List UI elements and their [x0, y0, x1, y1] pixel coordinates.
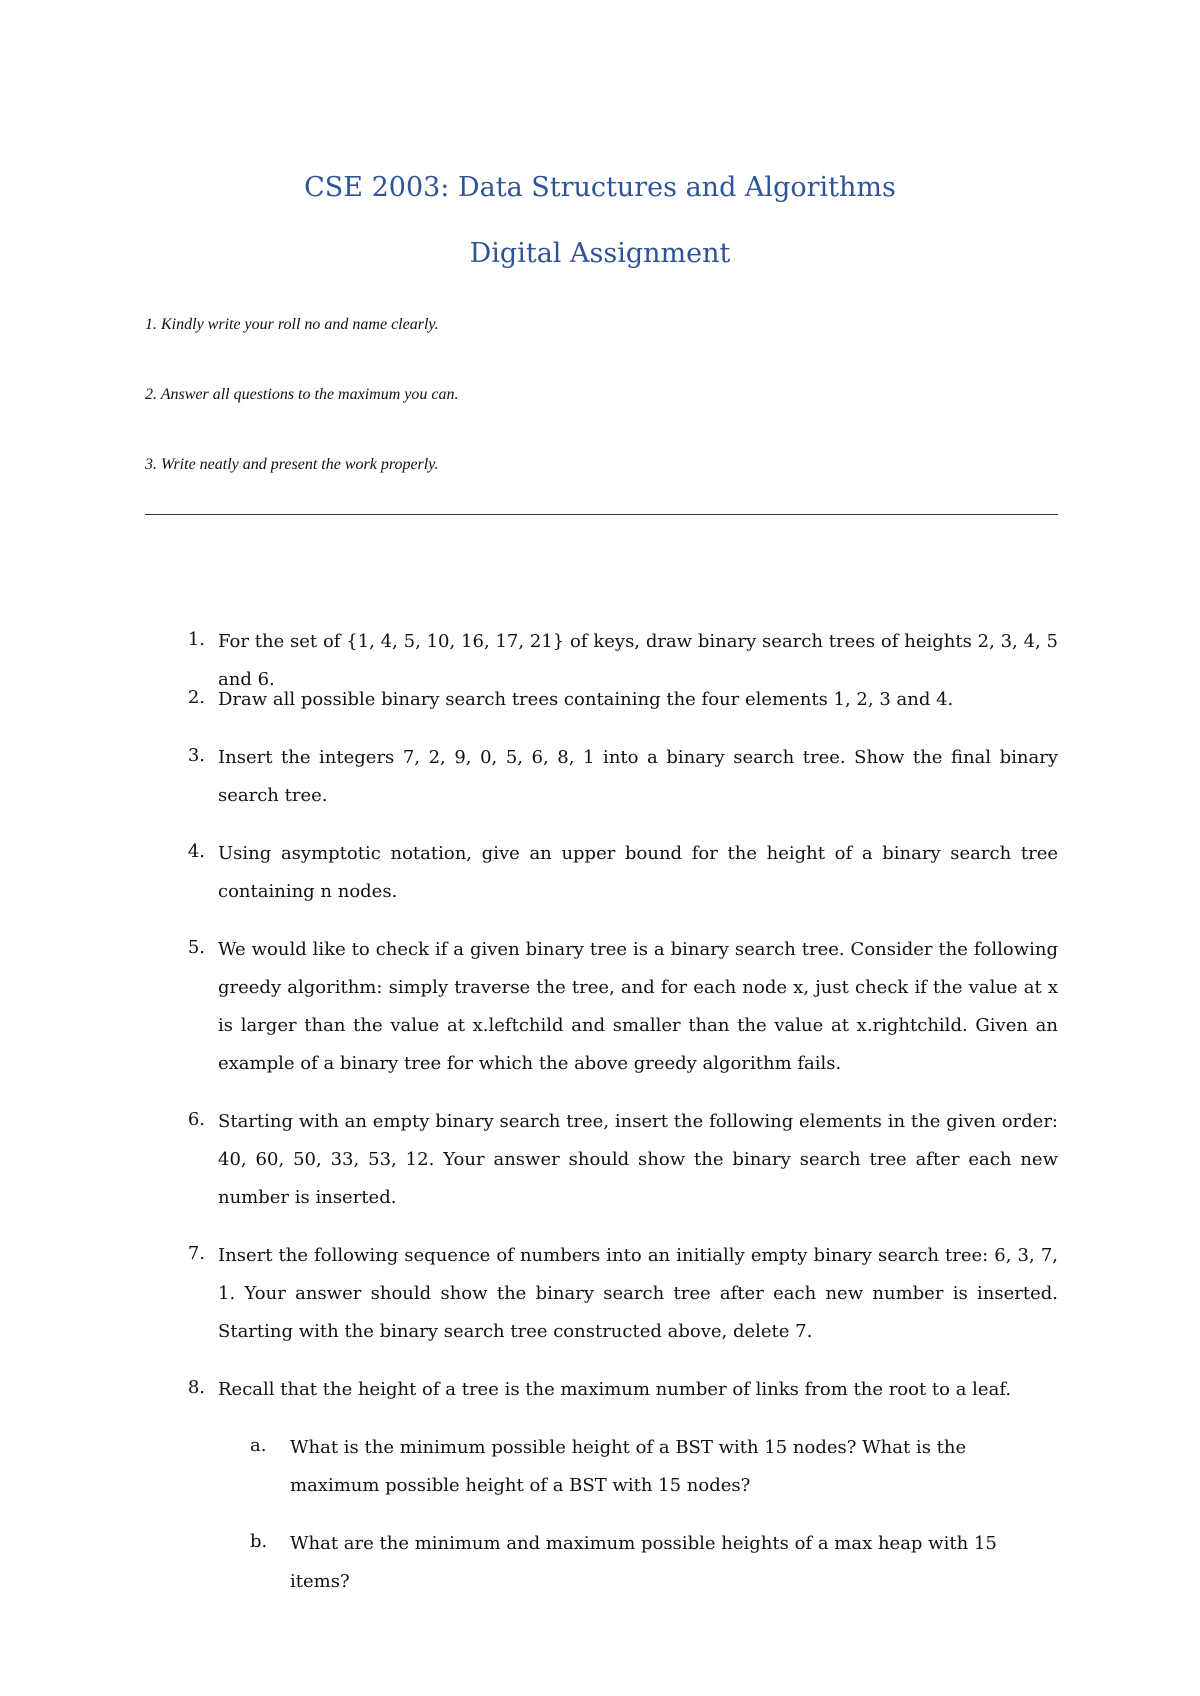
- instruction-1: 1. Kindly write your roll no and name clearly.: [145, 316, 439, 333]
- question-text: Recall that the height of a tree is the maximum number of links from the root to a leaf.: [218, 1379, 1012, 1400]
- question-number: 3.: [187, 745, 205, 766]
- divider-line: [145, 514, 1058, 515]
- question-text: Using asymptotic notation, give an upper bound for the height of a binary search tree containing n nodes.: [218, 843, 1058, 902]
- question-number: 1.: [187, 629, 205, 650]
- question-number: 4.: [187, 841, 205, 862]
- instruction-3: 3. Write neatly and present the work properly.: [145, 456, 439, 473]
- assignment-subtitle: Digital Assignment: [469, 238, 731, 269]
- instruction-2: 2. Answer all questions to the maximum you can.: [145, 386, 459, 403]
- question-number: 2.: [187, 687, 205, 708]
- subquestion-text: What is the minimum possible height of a BST with 15 nodes? What is the maximum possible height of a BST with 15 nodes?: [290, 1437, 967, 1496]
- question-text: Starting with an empty binary search tree, insert the following elements in the given order: 40, 60, 50, 33, 53, 12. Your answer should show the binary search tree after each new number is inserted.: [218, 1111, 1058, 1208]
- question-text: Insert the integers 7, 2, 9, 0, 5, 6, 8, 1 into a binary search tree. Show the final binary search tree.: [218, 747, 1058, 806]
- course-title: CSE 2003: Data Structures and Algorithms: [304, 172, 896, 203]
- subquestion-letter: b.: [250, 1531, 268, 1552]
- question-text: We would like to check if a given binary tree is a binary search tree. Consider the following greedy algorithm: simply traverse the tree, and for each node x, just check if the value at x is larger than the value at x.leftchild and smaller than the value at x.rightchild. Given an example of a binary tree for which the above greedy algorithm fails.: [218, 939, 1058, 1074]
- question-text: Insert the following sequence of numbers into an initially empty binary search tree: 6, 3, 7, 1. Your answer should show the binary search tree after each new number is inserted. Starting with the binary search tree constructed above, delete 7.: [218, 1245, 1058, 1342]
- question-number: 8.: [187, 1377, 205, 1398]
- question-text: Draw all possible binary search trees containing the four elements 1, 2, 3 and 4.: [218, 689, 954, 710]
- subquestion-letter: a.: [250, 1435, 267, 1456]
- question-number: 7.: [187, 1243, 205, 1264]
- question-text: For the set of {1, 4, 5, 10, 16, 17, 21} of keys, draw binary search trees of heights 2, 3, 4, 5 and 6.: [218, 631, 1058, 690]
- question-number: 5.: [187, 937, 205, 958]
- question-number: 6.: [187, 1109, 205, 1130]
- subquestion-text: What are the minimum and maximum possible heights of a max heap with 15 items?: [290, 1533, 997, 1592]
